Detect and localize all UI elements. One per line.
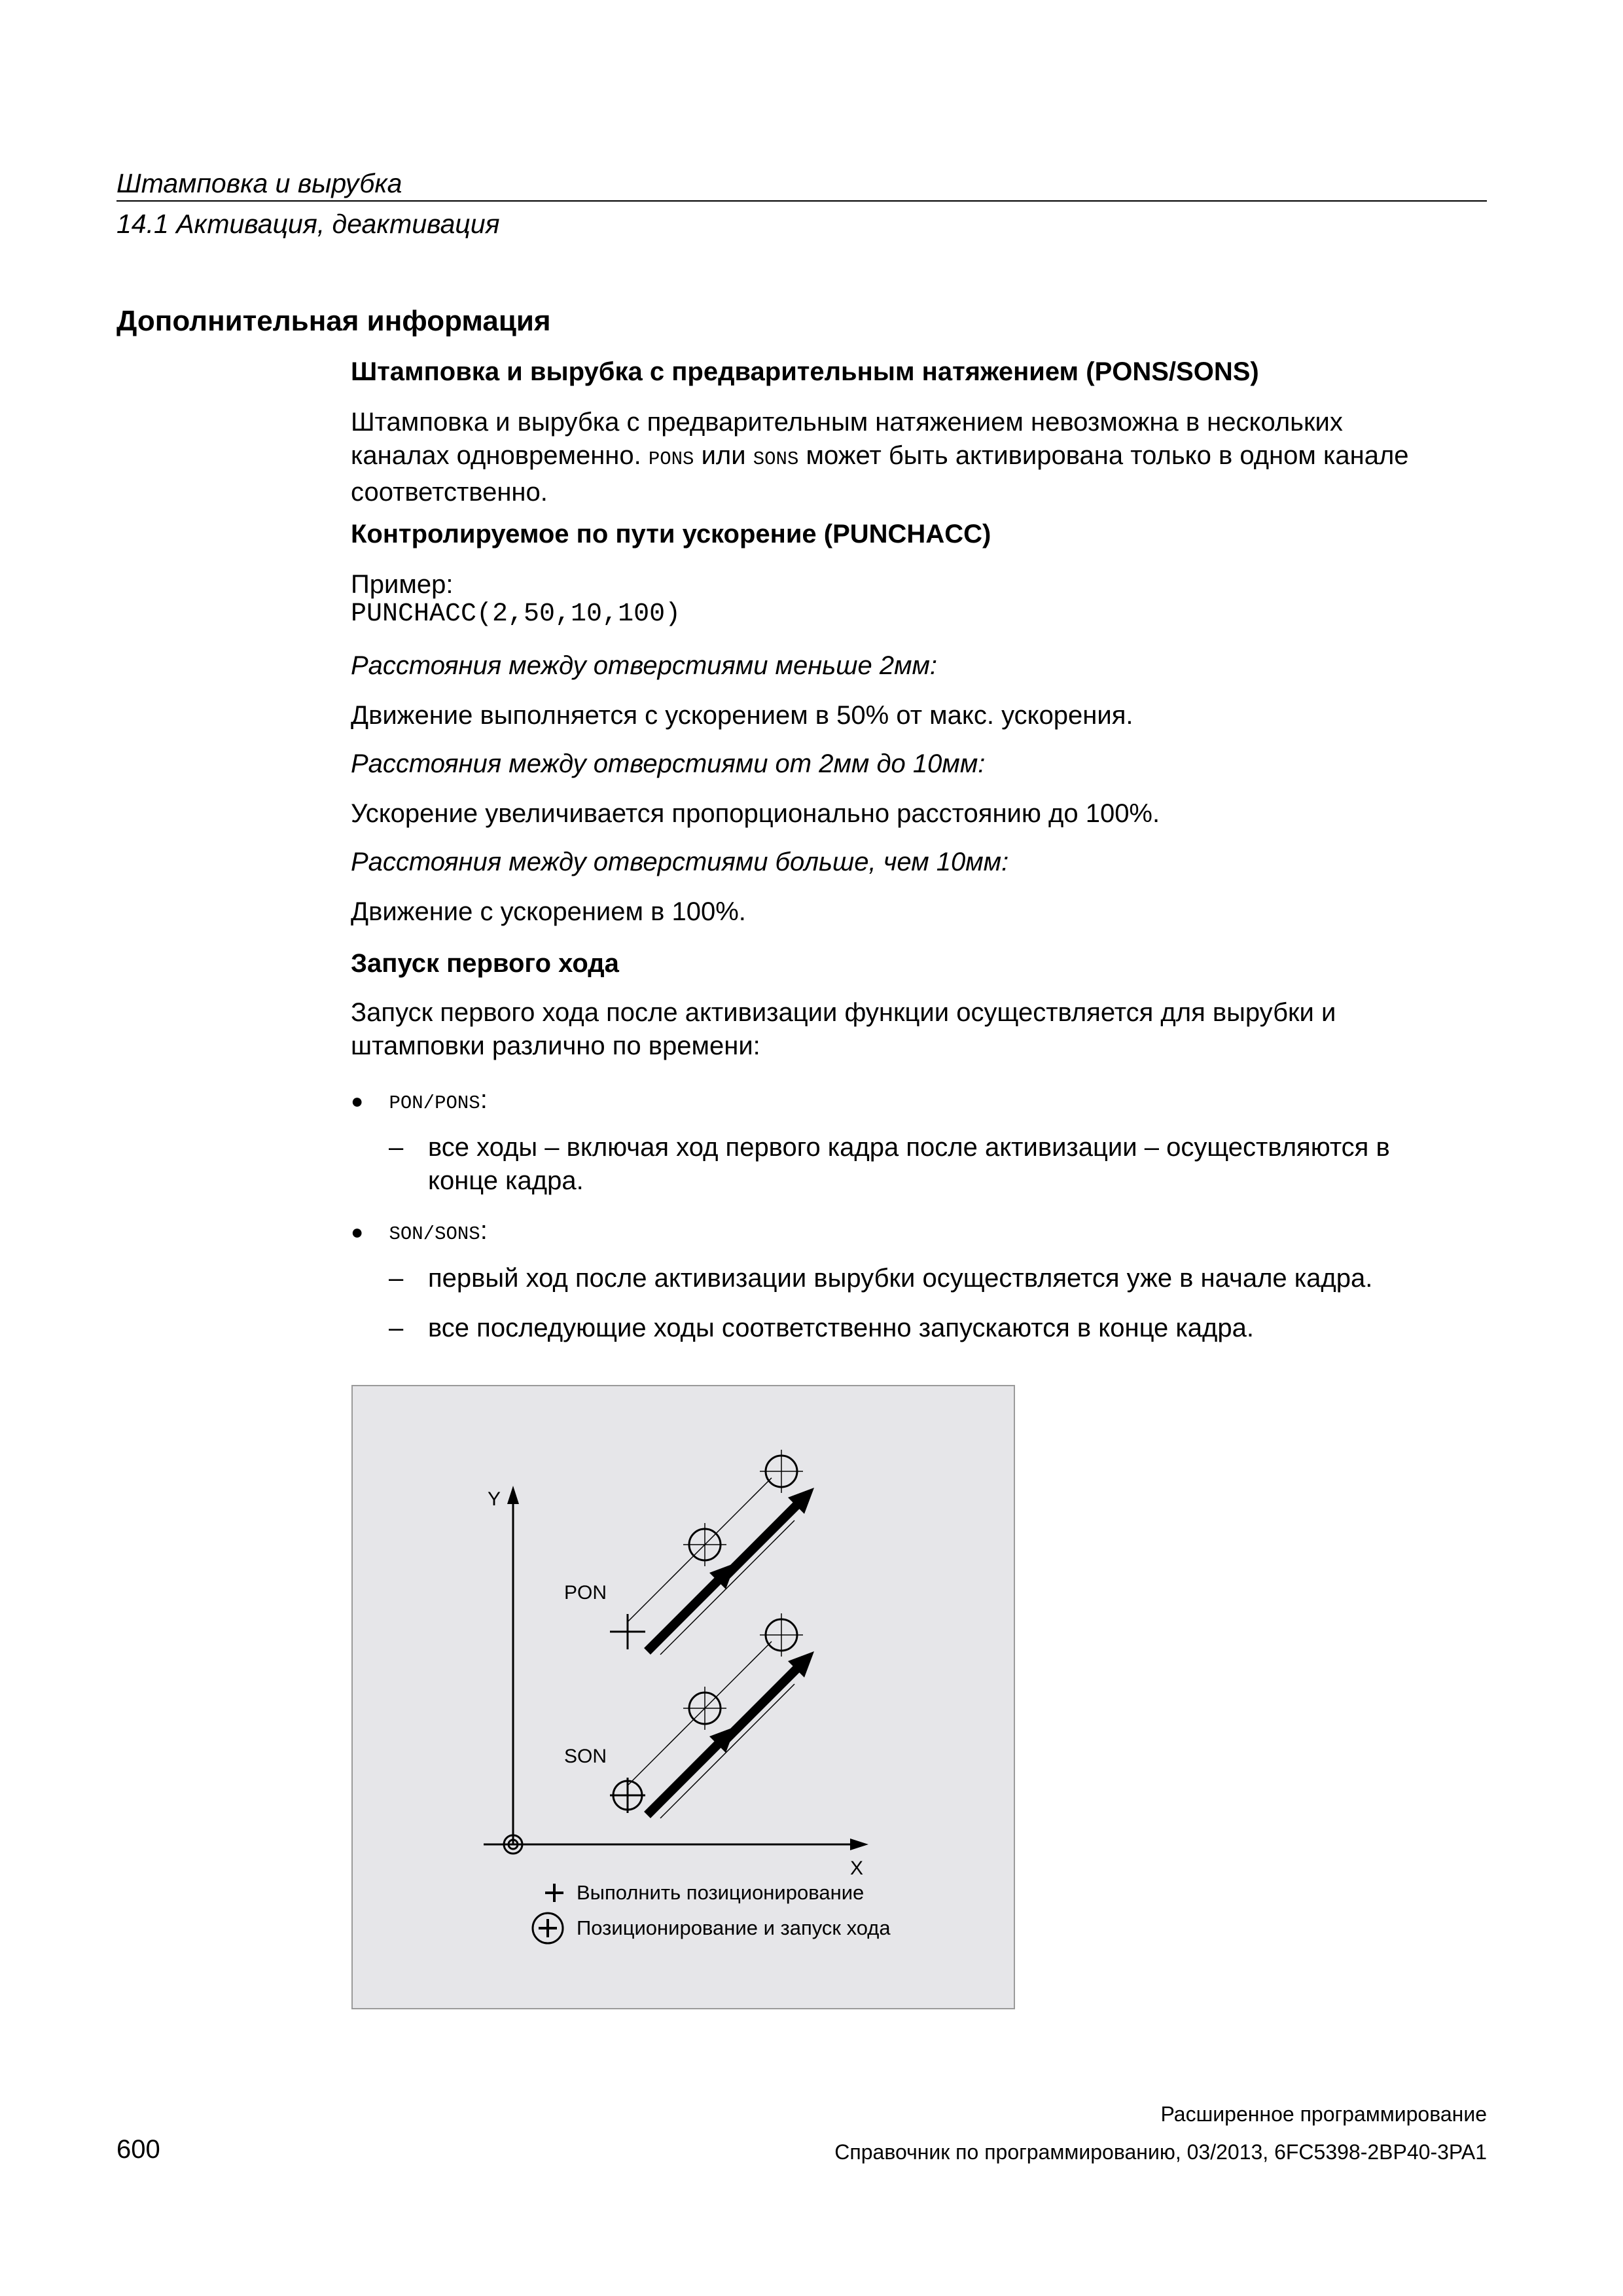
legend-positioning-label: Выполнить позиционирование — [577, 1881, 865, 1904]
page-number: 600 — [116, 2135, 160, 2164]
son-item-2: все последующие ходы соответственно запускаются в конце кадра. — [428, 1314, 1254, 1342]
son-label-figure: SON — [564, 1746, 607, 1767]
first-stroke-heading: Запуск первого хода — [351, 949, 619, 978]
pons-sons-line-2-b: или — [694, 441, 753, 470]
pon-item-1-line-1: все ходы – включая ход первого кадра после активизации – осуществляются в — [428, 1133, 1390, 1162]
sons-code: SONS — [753, 448, 799, 470]
son-item-1: первый ход после активизации вырубки осуществляется уже в начале кадра. — [428, 1264, 1373, 1293]
example-label: Пример: — [351, 570, 454, 599]
first-stroke-intro-line-2: штамповки различно по времени: — [351, 1031, 760, 1060]
dash-pon-1: – — [389, 1133, 404, 1162]
pons-sons-line-2 — [351, 439, 1489, 476]
son-label: SON/SONS — [389, 1223, 480, 1245]
pon-start-cross-icon — [610, 1614, 645, 1649]
footer-reference: Справочник по программированию, 03/2013, 6FC5398-2BP40-3PA1 — [834, 2140, 1487, 2164]
bullet-pon — [351, 1085, 488, 1115]
y-axis — [507, 1486, 519, 1844]
son-guide-lines — [628, 1641, 794, 1818]
legend-positioning-stroke-icon — [533, 1913, 563, 1943]
first-stroke-intro-line-1: Запуск первого хода после активизации функции осуществляется для вырубки и — [351, 998, 1336, 1027]
pon-son-diagram — [351, 1385, 1015, 2009]
pon-label-figure: PON — [564, 1582, 607, 1604]
bullet-dot: ● — [351, 1089, 364, 1113]
son-arrow-2 — [726, 1651, 814, 1740]
pon-label-suffix: : — [480, 1085, 488, 1114]
case-1-condition: Расстояния между отверстиями меньше 2мм: — [351, 651, 938, 680]
pon-item-1 — [428, 1131, 1488, 1198]
son-label-suffix: : — [480, 1216, 488, 1245]
bullet-dot: ● — [351, 1220, 364, 1244]
pon-item-1-line-2: конце кадра. — [428, 1166, 584, 1195]
dash-son-1: – — [389, 1264, 404, 1293]
son-arrow-1 — [647, 1727, 736, 1815]
running-header-chapter: Штамповка и вырубка — [116, 168, 402, 198]
pons-sons-paragraph — [351, 406, 1489, 509]
pons-sons-line-1: Штамповка и вырубка с предварительным натяжением невозможна в нескольких — [351, 408, 1343, 437]
diagram-svg — [353, 1386, 1016, 2011]
case-3-result: Движение с ускорением в 100%. — [351, 897, 746, 926]
example-code: PUNCHACC(2,50,10,100) — [351, 600, 681, 629]
pons-sons-heading: Штамповка и вырубка с предварительным натяжением (PONS/SONS) — [351, 357, 1259, 386]
page-title: Дополнительная информация — [116, 305, 551, 337]
footer-book-title: Расширенное программирование — [1160, 2102, 1487, 2126]
bullet-son — [351, 1216, 488, 1246]
pons-code: PONS — [648, 448, 694, 470]
x-axis — [484, 1839, 868, 1850]
son-hole-2-icon — [760, 1613, 803, 1657]
running-header-section: 14.1 Активация, деактивация — [116, 209, 500, 239]
header-divider — [116, 200, 1487, 202]
son-start-circle-cross-icon — [610, 1778, 645, 1813]
case-1-result: Движение выполняется с ускорением в 50% от макс. ускорения. — [351, 701, 1133, 730]
pon-label: PON/PONS — [389, 1092, 480, 1114]
x-axis-label: X — [850, 1857, 864, 1879]
pons-sons-line-2-c: может быть активирована только в одном канале — [798, 441, 1409, 470]
case-3-condition: Расстояния между отверстиями больше, чем 10мм: — [351, 848, 1009, 876]
pon-guide-lines — [628, 1478, 794, 1655]
pon-arrow-1 — [647, 1563, 736, 1651]
pon-arrow-2 — [726, 1488, 814, 1576]
first-stroke-intro — [351, 996, 1489, 1063]
pons-sons-line-3: соответственно. — [351, 478, 548, 507]
punchacc-heading: Контролируемое по пути ускорение (PUNCHACC) — [351, 520, 991, 548]
legend-positioning-stroke-label: Позиционирование и запуск хода — [577, 1916, 891, 1939]
dash-son-2: – — [389, 1314, 404, 1342]
case-2-condition: Расстояния между отверстиями от 2мм до 10мм: — [351, 749, 986, 778]
case-2-result: Ускорение увеличивается пропорционально расстоянию до 100%. — [351, 799, 1160, 828]
pons-sons-line-2-a: каналах одновременно. — [351, 441, 649, 470]
legend-positioning-icon — [545, 1884, 563, 1902]
y-axis-label: Y — [488, 1488, 501, 1510]
pon-hole-2-icon — [760, 1450, 803, 1493]
